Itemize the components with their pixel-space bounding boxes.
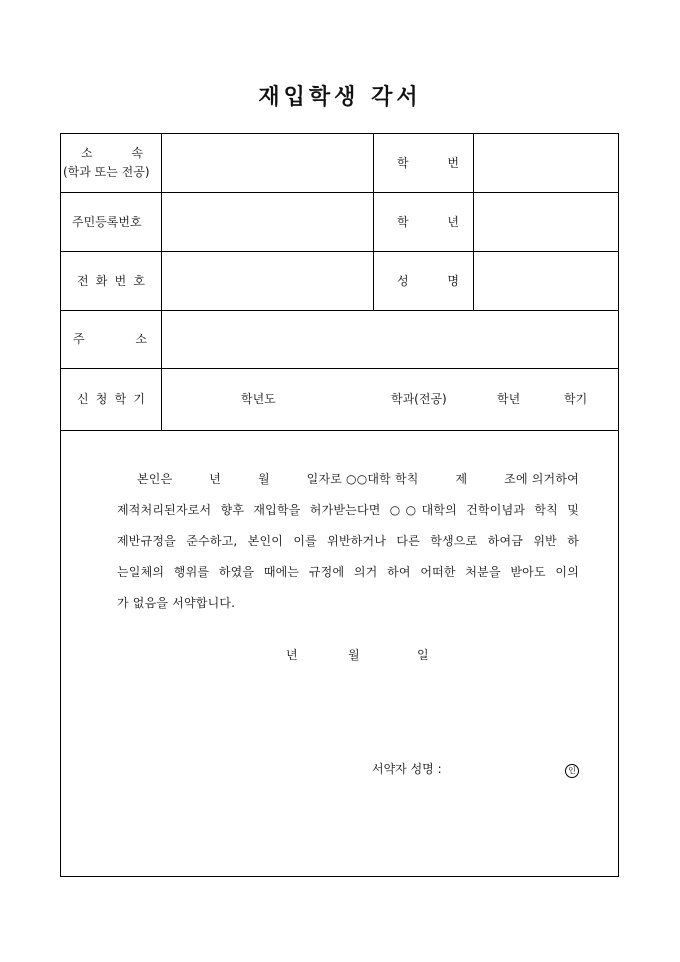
pledge-line: 가 없음을 서약합니다.: [117, 596, 236, 610]
seal-icon: 인: [565, 764, 579, 778]
affiliation-label: 소 속: [81, 146, 143, 160]
phone-label: 전 화 번 호: [77, 274, 145, 288]
date-year: 년: [286, 648, 298, 662]
pledge-line: 제적처리된자로서 향후 재입학을 허가받는다면 ○○대학의 건학이념과 학칙 및: [117, 503, 579, 517]
grade-input[interactable]: [474, 193, 619, 251]
date-month: 월: [348, 648, 360, 662]
pledge-line: 본인은 년 월 일자로 ○○대학 학칙 제 조에 의거하여: [137, 472, 579, 486]
grade-label: 학 년: [397, 215, 459, 229]
seal-mark: [565, 762, 579, 778]
resident-no-input[interactable]: [162, 193, 372, 251]
address-input[interactable]: [162, 311, 618, 368]
student-id-input[interactable]: [474, 134, 619, 192]
date-day: 일: [417, 648, 429, 662]
pledge-line: 제반규정을 준수하고, 본인이 이를 위반하거나 다른 학생으로 하여금 위반 하: [117, 534, 579, 548]
student-id-label: 학 번: [397, 156, 459, 170]
pledge-line: 는일체의 행위를 하였을 때에는 규정에 의거 하여 어떠한 처분을 받아도 이의: [117, 565, 579, 579]
semester-label: 신 청 학 기: [77, 392, 145, 406]
address-label: 주 소: [73, 332, 147, 346]
resident-no-label: 주민등록번호: [72, 215, 142, 229]
affiliation-sub-label: (학과 또는 전공): [63, 165, 150, 179]
affiliation-input[interactable]: [162, 134, 372, 192]
name-input[interactable]: [474, 252, 619, 310]
pledge-paragraph: [117, 464, 579, 619]
column-divider: [373, 134, 374, 310]
signature-label: 서약자 성명 :: [372, 762, 442, 776]
page-title: 재입학생 각서: [258, 84, 422, 110]
semester-term: 학기: [564, 392, 588, 406]
semester-grade: 학년: [497, 392, 521, 406]
row-divider: [61, 368, 618, 369]
name-label: 성 명: [397, 274, 459, 288]
row-divider: [61, 430, 618, 431]
semester-year: 학년도: [241, 392, 276, 406]
semester-dept: 학과(전공): [391, 392, 447, 406]
pledge-form: [60, 133, 619, 877]
phone-input[interactable]: [162, 252, 372, 310]
